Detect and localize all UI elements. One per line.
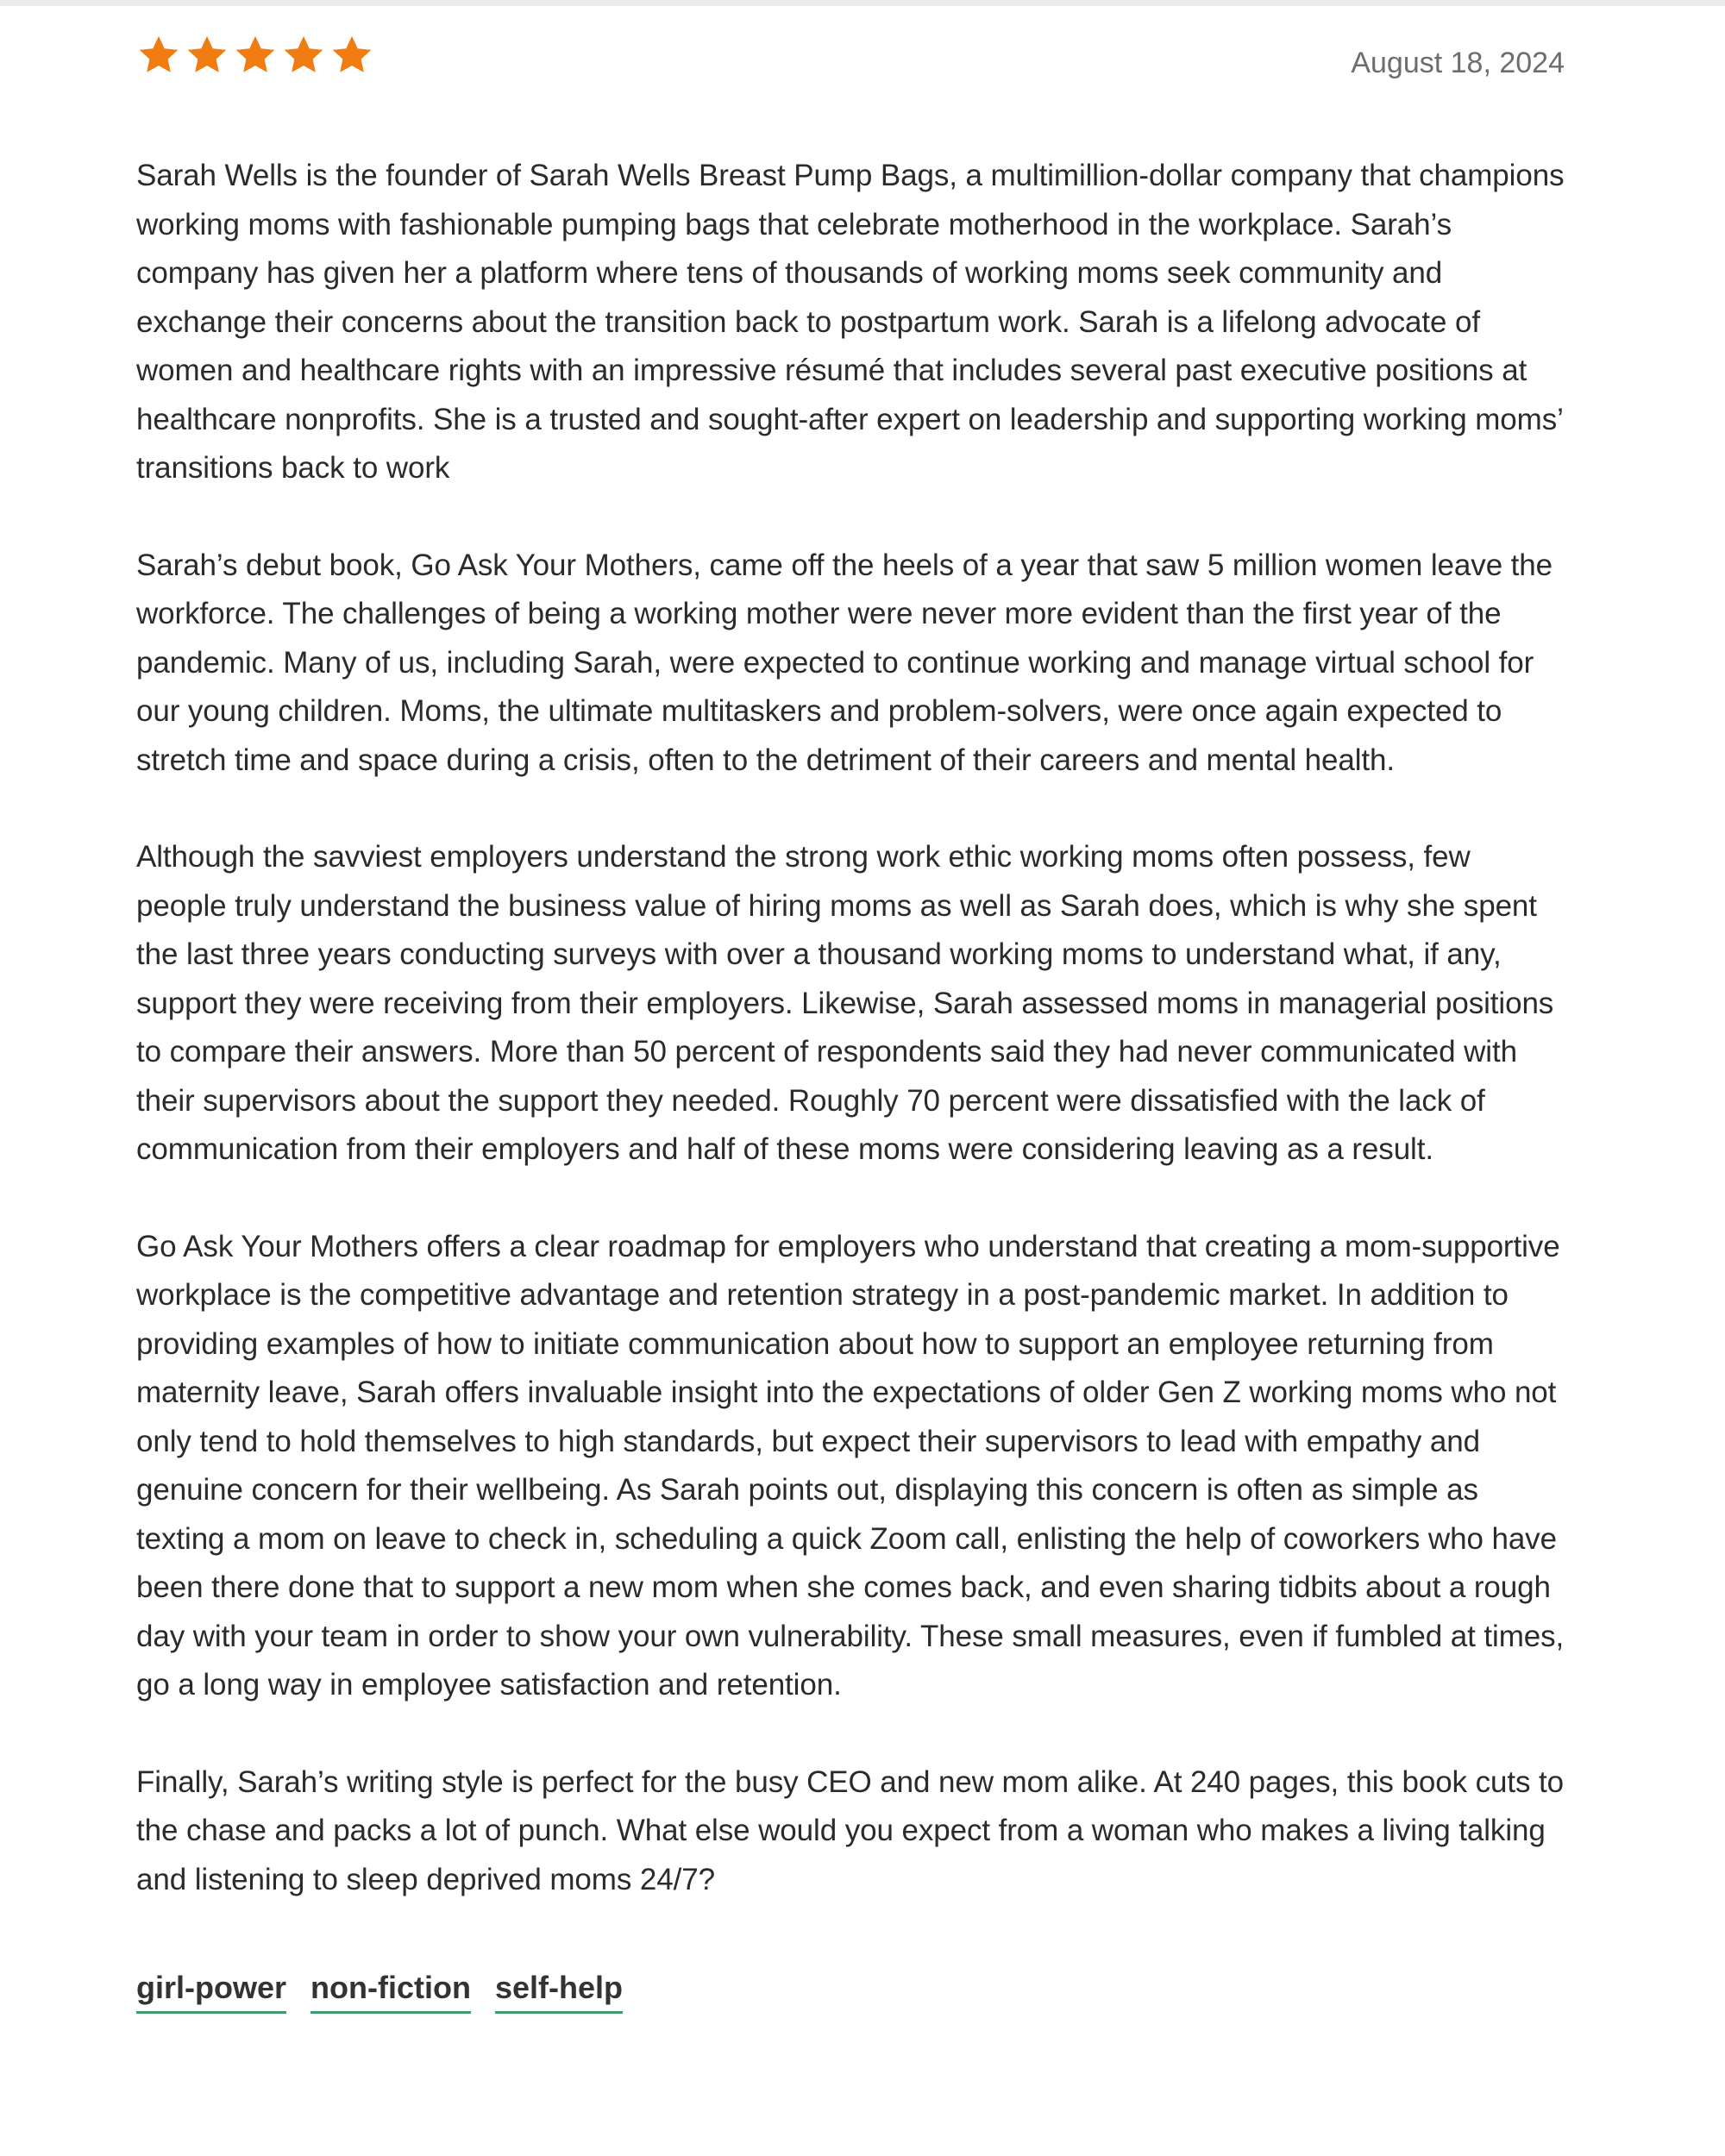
top-divider [0,0,1725,6]
star-icon [136,33,181,78]
star-rating [136,33,374,78]
review-card [136,33,1565,2014]
review-paragraph: Go Ask Your Mothers offers a clear roadmap for employers who understand that creating a mom-supportive workplace is the competitive advantage and retention strategy in a post-pandemic market. In addition to providing examples of how to initiate communication about how to support an employee returning from maternity leave, Sarah offers invaluable insight into the expectations of older Gen Z working moms who not only tend to hold themselves to high standards, but expect their supervisors to lead with empathy and genuine concern for their wellbeing. As Sarah points out, displaying this concern is often as simple as texting a mom on leave to check in, scheduling a quick Zoom call, enlisting the help of coworkers who have been there done that to support a new mom when she comes back, and even sharing tidbits about a rough day with your team in order to show your own vulnerability. These small measures, even if fumbled at times, go a long way in employee satisfaction and retention. [136,1229,1565,1702]
star-icon [185,33,229,78]
review-paragraph: Sarah’s debut book, Go Ask Your Mothers, came off the heels of a year that saw 5 million women leave the workforce. The challenges of being a working mother were never more evident than the first year of the pandemic. Many of us, including Sarah, were expected to continue working and manage virtual school for our young children. Moms, the ultimate multitaskers and problem-solvers, were once again expected to stretch time and space during a crisis, often to the detriment of their careers and mental health. [136,548,1553,777]
review-body [136,152,1565,1904]
review-paragraph: Finally, Sarah’s writing style is perfect for the busy CEO and new mom alike. At 240 pages, this book cuts to the chase and packs a lot of punch. What else would you expect from a woman who makes a living talking and listening to sleep deprived moms 24/7? [136,1764,1564,1896]
star-icon [329,33,374,78]
star-icon [233,33,278,78]
review-date: August 18, 2024 [1351,47,1565,79]
review-paragraph: Sarah Wells is the founder of Sarah Wells Breast Pump Bags, a multimillion-dollar company that champions working moms with fashionable pumping bags that celebrate motherhood in the workplace. Sarah’s company has given her a platform where tens of thousands of working moms seek community and exchange their concerns about the transition back to postpartum work. Sarah is a lifelong advocate of women and healthcare rights with an impressive résumé that includes several past executive positions at healthcare nonprofits. She is a trusted and sought-after expert on leadership and supporting working moms’ transitions back to work [136,159,1565,485]
tag-self-help[interactable]: self-help [495,1970,623,2014]
tag-non-fiction[interactable]: non-fiction [310,1970,471,2014]
tag-girl-power[interactable]: girl-power [136,1970,286,2014]
review-paragraph: Although the savviest employers understand the strong work ethic working moms often possess, few people truly understand the business value of hiring moms as well as Sarah does, which is why she spent the last three years conducting surveys with over a thousand working moms to understand what, if any, support they were receiving from their employers. Likewise, Sarah assessed moms in managerial positions to compare their answers. More than 50 percent of respondents said they had never communicated with their supervisors about the support they needed. Roughly 70 percent were dissatisfied with the lack of communication from their employers and half of these moms were considering leaving as a result. [136,840,1554,1166]
tag-list [136,1970,1565,2014]
review-header [136,33,1565,91]
star-icon [281,33,326,78]
